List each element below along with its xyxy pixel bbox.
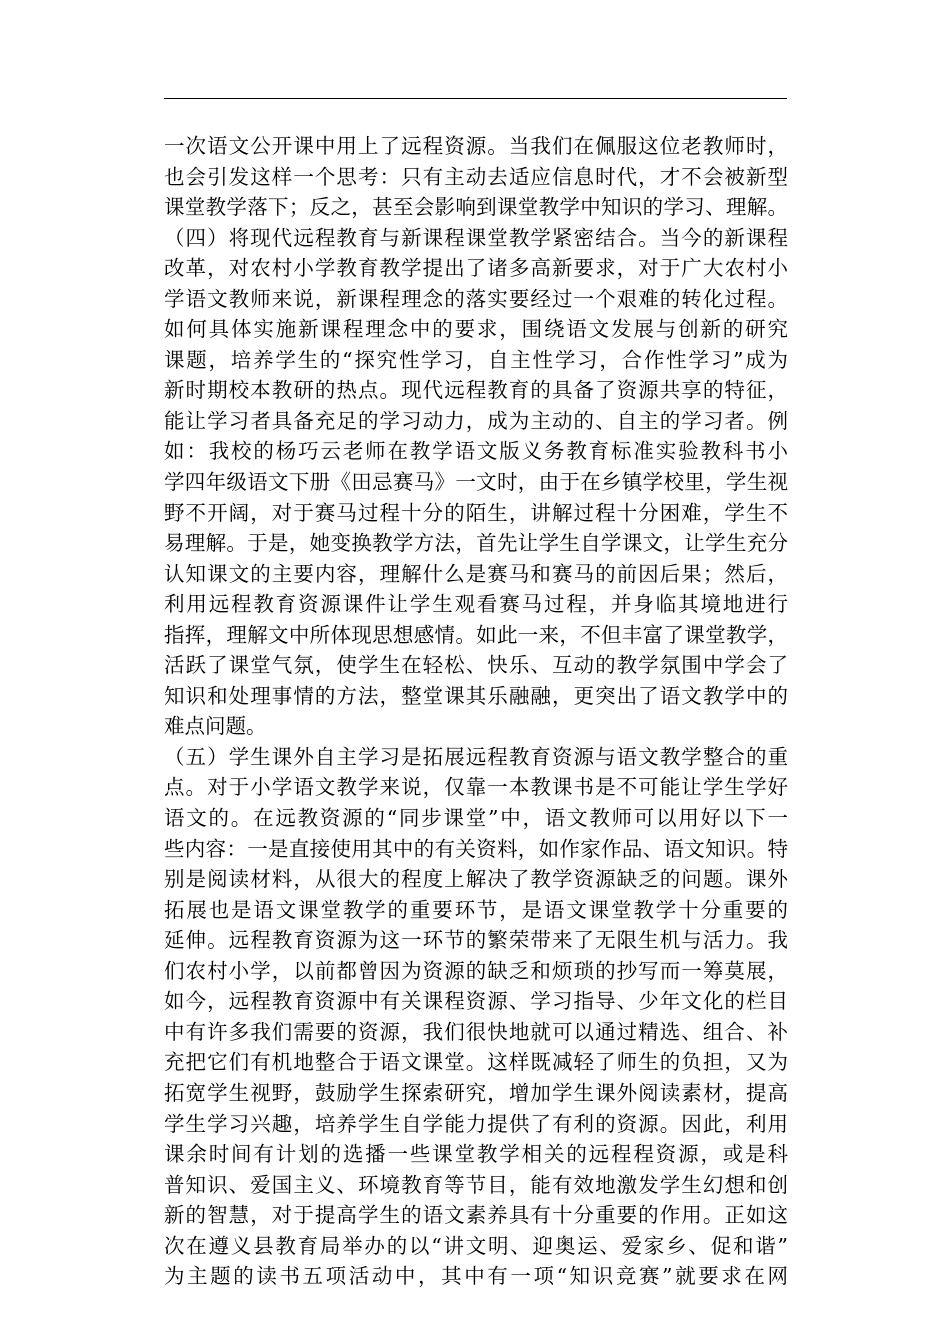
text-line: 些内容：一是直接使用其中的有关资料，如作家作品、语文知识。特	[164, 836, 788, 861]
text-line: 中有许多我们需要的资源，我们很快地就可以通过精选、组合、补	[164, 1019, 788, 1044]
text-line: （四）将现代远程教育与新课程课堂教学紧密结合。当今的新课程	[164, 225, 788, 250]
text-line: 课堂教学落下；反之，甚至会影响到课堂教学中知识的学习、理解。	[164, 195, 788, 220]
text-line: 延伸。远程教育资源为这一环节的繁荣带来了无限生机与活力。我	[164, 928, 788, 953]
text-line: 也会引发这样一个思考：只有主动去适应信息时代，才不会被新型	[164, 164, 788, 189]
text-line: 普知识、爱国主义、环境教育等节目，能有效地激发学生幻想和创	[164, 1172, 788, 1197]
text-line: 活跃了课堂气氛，使学生在轻松、快乐、互动的教学氛围中学会了	[164, 653, 788, 678]
text-line: 新时期校本教研的热点。现代远程教育的具备了资源共享的特征，	[164, 378, 788, 403]
text-line: 改革，对农村小学教育教学提出了诸多高新要求，对于广大农村小	[164, 256, 788, 281]
text-line: 课余时间有计划的选播一些课堂教学相关的远程程资源，或是科	[164, 1142, 788, 1167]
text-line: 点。对于小学语文教学来说，仅靠一本教课书是不可能让学生学好	[164, 775, 788, 800]
text-line: 如何具体实施新课程理念中的要求，围绕语文发展与创新的研究	[164, 317, 788, 342]
text-line: 如：我校的杨巧云老师在教学语文版义务教育标准实验教科书小	[164, 439, 788, 464]
text-line: 次在遵义县教育局举办的以“讲文明、迎奥运、爱家乡、促和谐”	[164, 1233, 788, 1258]
text-line: 利用远程教育资源课件让学生观看赛马过程，并身临其境地进行	[164, 592, 788, 617]
text-line: 野不开阔，对于赛马过程十分的陌生，讲解过程十分困难，学生不	[164, 500, 788, 525]
text-line: 新的智慧，对于提高学生的语文素养具有十分重要的作用。正如这	[164, 1203, 788, 1228]
text-line: 拓宽学生视野，鼓励学生探索研究，增加学生课外阅读素材，提高	[164, 1080, 788, 1105]
text-line: 知识和处理事情的方法，整堂课其乐融融，更突出了语文教学中的	[164, 683, 788, 708]
text-line: 学语文教师来说，新课程理念的落实要经过一个艰难的转化过程。	[164, 286, 788, 311]
text-line: 别是阅读材料，从很大的程度上解决了教学资源缺乏的问题。课外	[164, 867, 788, 892]
text-line: 难点问题。	[164, 714, 267, 739]
text-line: （五）学生课外自主学习是拓展远程教育资源与语文教学整合的重	[164, 744, 788, 769]
text-line: 充把它们有机地整合于语文课堂。这样既减轻了师生的负担，又为	[164, 1050, 788, 1075]
header-rule	[164, 98, 787, 99]
text-line: 拓展也是语文课堂教学的重要环节，是语文课堂教学十分重要的	[164, 897, 788, 922]
text-line: 认知课文的主要内容，理解什么是赛马和赛马的前因后果；然后，	[164, 561, 788, 586]
text-line: 易理解。于是，她变换教学方法，首先让学生自学课文，让学生充分	[164, 531, 788, 556]
text-line: 指挥，理解文中所体现思想感情。如此一来，不但丰富了课堂教学，	[164, 622, 788, 647]
text-line: 一次语文公开课中用上了远程资源。当我们在佩服这位老教师时，	[164, 134, 788, 158]
text-line: 能让学习者具备充足的学习动力，成为主动的、自主的学习者。例	[164, 408, 788, 433]
text-line: 语文的。在远教资源的“同步课堂”中，语文教师可以用好以下一	[164, 806, 788, 831]
text-line: 们农村小学，以前都曾因为资源的缺乏和烦琐的抄写而一筹莫展，	[164, 958, 788, 983]
text-line: 学四年级语文下册《田忌赛马》一文时，由于在乡镇学校里，学生视	[164, 470, 788, 495]
text-line: 课题，培养学生的“探究性学习，自主性学习，合作性学习”成为	[164, 347, 788, 372]
text-line: 如今，远程教育资源中有关课程资源、学习指导、少年文化的栏目	[164, 989, 788, 1014]
body-text	[164, 131, 788, 1292]
text-line: 学生学习兴趣，培养学生自学能力提供了有利的资源。因此，利用	[164, 1111, 788, 1136]
text-line: 为主题的读书五项活动中，其中有一项“知识竞赛”就要求在网	[164, 1264, 788, 1289]
